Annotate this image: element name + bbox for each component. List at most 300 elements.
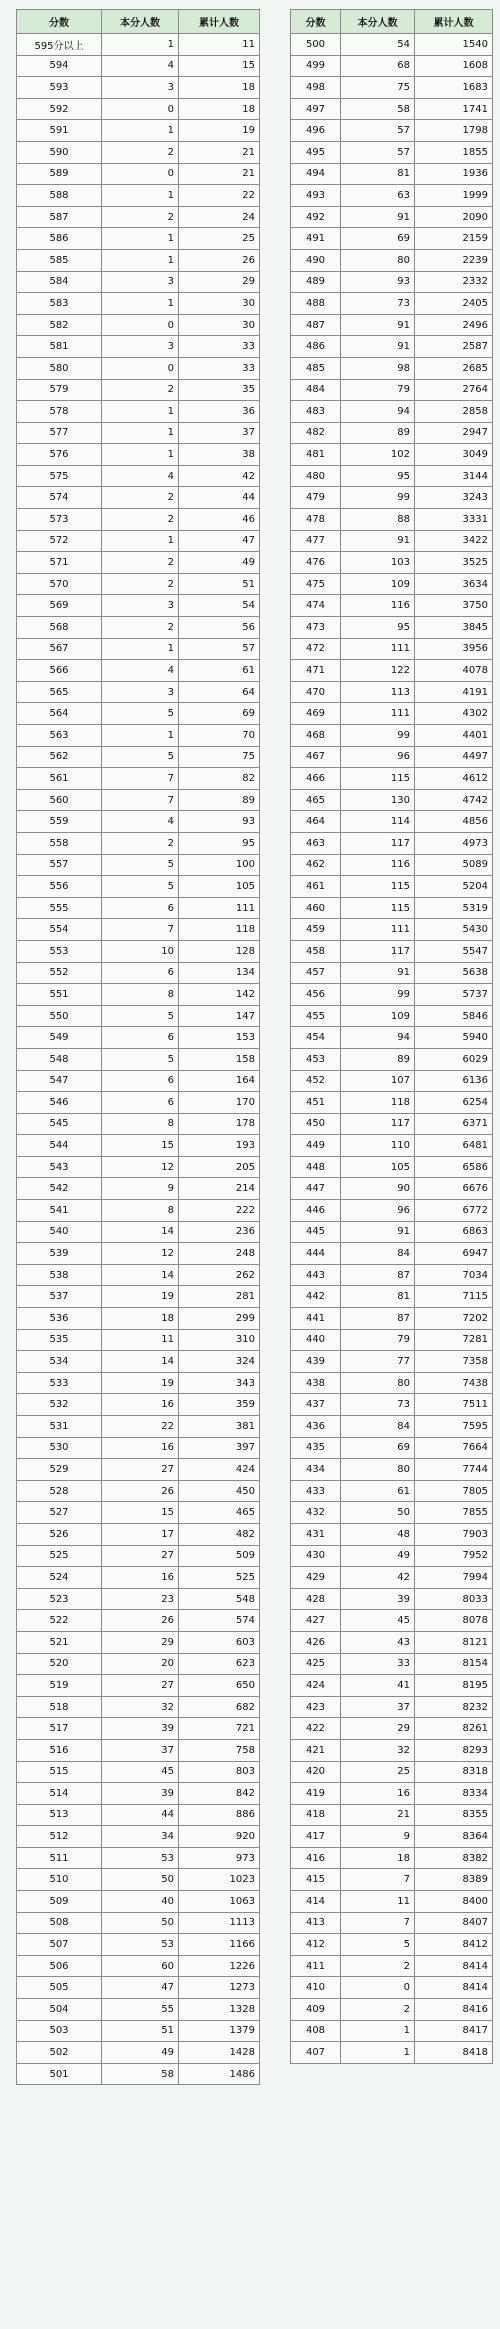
table-row (17, 1308, 260, 1330)
table-row (291, 1416, 493, 1438)
table-row (291, 919, 493, 941)
score-cell: 500 (291, 34, 341, 56)
count-cell: 102 (341, 444, 415, 466)
cumulative-cell: 56 (179, 617, 260, 639)
score-cell: 446 (291, 1200, 341, 1222)
table-row (17, 1523, 260, 1545)
score-cell: 441 (291, 1308, 341, 1330)
count-cell: 89 (341, 422, 415, 444)
score-cell: 438 (291, 1372, 341, 1394)
count-cell: 2 (102, 206, 179, 228)
cumulative-cell: 3634 (415, 573, 493, 595)
cumulative-cell: 8334 (415, 1783, 493, 1805)
count-cell: 1 (102, 725, 179, 747)
table-row (291, 1955, 493, 1977)
count-cell: 0 (102, 314, 179, 336)
count-cell: 26 (102, 1480, 179, 1502)
left-table-body (17, 34, 260, 2085)
count-cell: 34 (102, 1826, 179, 1848)
count-cell: 96 (341, 746, 415, 768)
score-cell: 478 (291, 509, 341, 531)
count-cell: 116 (341, 595, 415, 617)
table-row (291, 2042, 493, 2064)
score-cell: 584 (17, 271, 102, 293)
table-row (291, 897, 493, 919)
count-cell: 44 (102, 1804, 179, 1826)
score-cell: 487 (291, 314, 341, 336)
count-cell: 122 (341, 660, 415, 682)
cumulative-cell: 142 (179, 984, 260, 1006)
header-row (17, 10, 260, 34)
score-cell: 540 (17, 1221, 102, 1243)
score-cell: 452 (291, 1070, 341, 1092)
cumulative-cell: 8417 (415, 2020, 493, 2042)
count-cell: 8 (102, 984, 179, 1006)
score-cell: 538 (17, 1264, 102, 1286)
cumulative-cell: 6947 (415, 1243, 493, 1265)
score-cell: 463 (291, 832, 341, 854)
count-cell: 1 (102, 444, 179, 466)
table-row (291, 1286, 493, 1308)
count-cell: 42 (341, 1567, 415, 1589)
count-cell: 15 (102, 1502, 179, 1524)
table-row (17, 811, 260, 833)
table-row (17, 1264, 260, 1286)
cumulative-cell: 3956 (415, 638, 493, 660)
count-cell: 88 (341, 509, 415, 531)
table-row (291, 336, 493, 358)
count-cell: 90 (341, 1178, 415, 1200)
score-cell: 506 (17, 1955, 102, 1977)
cumulative-cell: 5638 (415, 962, 493, 984)
table-row (17, 1567, 260, 1589)
score-cell: 575 (17, 465, 102, 487)
count-cell: 6 (102, 1092, 179, 1114)
table-row (291, 271, 493, 293)
cumulative-cell: 4742 (415, 789, 493, 811)
count-cell: 69 (341, 228, 415, 250)
score-cell: 562 (17, 746, 102, 768)
table-row (291, 638, 493, 660)
cumulative-cell: 24 (179, 206, 260, 228)
cumulative-cell: 3243 (415, 487, 493, 509)
table-row (291, 1394, 493, 1416)
score-cell: 524 (17, 1567, 102, 1589)
score-cell: 555 (17, 897, 102, 919)
table-row (17, 984, 260, 1006)
count-cell: 91 (341, 1221, 415, 1243)
count-cell: 95 (341, 465, 415, 487)
cumulative-cell: 42 (179, 465, 260, 487)
score-cell: 579 (17, 379, 102, 401)
count-cell: 7 (102, 768, 179, 790)
table-row (291, 854, 493, 876)
cumulative-cell: 397 (179, 1437, 260, 1459)
table-row (291, 1588, 493, 1610)
score-cell: 450 (291, 1113, 341, 1135)
table-row (17, 1739, 260, 1761)
count-cell: 53 (102, 1847, 179, 1869)
table-row (291, 1308, 493, 1330)
table-row (17, 1480, 260, 1502)
score-cell: 526 (17, 1523, 102, 1545)
count-cell: 6 (102, 962, 179, 984)
table-row (17, 1610, 260, 1632)
score-cell: 480 (291, 465, 341, 487)
cumulative-cell: 2947 (415, 422, 493, 444)
table-row (291, 1545, 493, 1567)
count-cell: 5 (102, 876, 179, 898)
table-row (17, 725, 260, 747)
table-row (17, 336, 260, 358)
score-cell: 518 (17, 1696, 102, 1718)
score-cell: 585 (17, 249, 102, 271)
cumulative-cell: 22 (179, 185, 260, 207)
cumulative-cell: 36 (179, 401, 260, 423)
cumulative-cell: 1936 (415, 163, 493, 185)
score-cell: 423 (291, 1696, 341, 1718)
table-row (17, 789, 260, 811)
cumulative-cell: 310 (179, 1329, 260, 1351)
score-cell: 501 (17, 2063, 102, 2085)
count-cell: 3 (102, 681, 179, 703)
cumulative-cell: 721 (179, 1718, 260, 1740)
count-cell: 19 (102, 1372, 179, 1394)
cumulative-cell: 170 (179, 1092, 260, 1114)
cumulative-cell: 2587 (415, 336, 493, 358)
score-cell: 435 (291, 1437, 341, 1459)
header-score: 分数 (17, 10, 102, 34)
count-cell: 84 (341, 1243, 415, 1265)
cumulative-cell: 54 (179, 595, 260, 617)
count-cell: 109 (341, 1005, 415, 1027)
score-cell: 474 (291, 595, 341, 617)
score-cell: 486 (291, 336, 341, 358)
table-row (291, 1135, 493, 1157)
score-table-right (290, 9, 493, 2064)
cumulative-cell: 2332 (415, 271, 493, 293)
table-row (291, 141, 493, 163)
table-row (291, 1912, 493, 1934)
count-cell: 57 (341, 120, 415, 142)
table-row (291, 832, 493, 854)
count-cell: 80 (341, 1372, 415, 1394)
count-cell: 37 (341, 1696, 415, 1718)
score-cell: 417 (291, 1826, 341, 1848)
table-row (291, 1891, 493, 1913)
table-row (17, 1351, 260, 1373)
count-cell: 15 (102, 1135, 179, 1157)
cumulative-cell: 8400 (415, 1891, 493, 1913)
count-cell: 87 (341, 1308, 415, 1330)
count-cell: 1 (102, 120, 179, 142)
count-cell: 11 (102, 1329, 179, 1351)
table-row (17, 1372, 260, 1394)
score-cell: 520 (17, 1653, 102, 1675)
count-cell: 99 (341, 984, 415, 1006)
score-cell: 539 (17, 1243, 102, 1265)
cumulative-cell: 37 (179, 422, 260, 444)
cumulative-cell: 3331 (415, 509, 493, 531)
cumulative-cell: 1741 (415, 98, 493, 120)
table-row (17, 854, 260, 876)
score-cell: 471 (291, 660, 341, 682)
score-cell: 553 (17, 940, 102, 962)
count-cell: 49 (341, 1545, 415, 1567)
table-row (291, 1610, 493, 1632)
cumulative-cell: 25 (179, 228, 260, 250)
cumulative-cell: 95 (179, 832, 260, 854)
count-cell: 89 (341, 1048, 415, 1070)
score-cell: 590 (17, 141, 102, 163)
count-cell: 16 (102, 1394, 179, 1416)
score-cell: 574 (17, 487, 102, 509)
count-cell: 22 (102, 1416, 179, 1438)
score-cell: 416 (291, 1847, 341, 1869)
count-cell: 111 (341, 638, 415, 660)
table-row (291, 1027, 493, 1049)
score-cell: 531 (17, 1416, 102, 1438)
score-cell: 455 (291, 1005, 341, 1027)
count-cell: 0 (102, 357, 179, 379)
score-cell: 592 (17, 98, 102, 120)
score-cell: 578 (17, 401, 102, 423)
cumulative-cell: 5940 (415, 1027, 493, 1049)
table-row (291, 1048, 493, 1070)
count-cell: 69 (341, 1437, 415, 1459)
table-row (17, 919, 260, 941)
score-cell: 459 (291, 919, 341, 941)
table-row (291, 163, 493, 185)
table-row (17, 141, 260, 163)
count-cell: 58 (102, 2063, 179, 2085)
cumulative-cell: 2405 (415, 293, 493, 315)
count-cell: 2 (102, 617, 179, 639)
table-row (17, 34, 260, 56)
cumulative-cell: 525 (179, 1567, 260, 1589)
score-cell: 535 (17, 1329, 102, 1351)
cumulative-cell: 118 (179, 919, 260, 941)
score-cell: 477 (291, 530, 341, 552)
count-cell: 21 (341, 1804, 415, 1826)
table-row (17, 271, 260, 293)
table-row (291, 1675, 493, 1697)
cumulative-cell: 5737 (415, 984, 493, 1006)
score-cell: 577 (17, 422, 102, 444)
cumulative-cell: 44 (179, 487, 260, 509)
table-row (17, 249, 260, 271)
count-cell: 73 (341, 293, 415, 315)
score-cell: 407 (291, 2042, 341, 2064)
cumulative-cell: 8078 (415, 1610, 493, 1632)
count-cell: 39 (102, 1783, 179, 1805)
cumulative-cell: 7664 (415, 1437, 493, 1459)
cumulative-cell: 8418 (415, 2042, 493, 2064)
table-row (17, 314, 260, 336)
table-row (291, 1804, 493, 1826)
table-row (291, 206, 493, 228)
cumulative-cell: 7744 (415, 1459, 493, 1481)
cumulative-cell: 574 (179, 1610, 260, 1632)
table-row (291, 2020, 493, 2042)
count-cell: 7 (102, 789, 179, 811)
count-cell: 10 (102, 940, 179, 962)
count-cell: 19 (102, 1286, 179, 1308)
cumulative-cell: 6772 (415, 1200, 493, 1222)
cumulative-cell: 8416 (415, 1999, 493, 2021)
table-row (291, 1372, 493, 1394)
cumulative-cell: 8412 (415, 1934, 493, 1956)
score-cell: 466 (291, 768, 341, 790)
count-cell: 114 (341, 811, 415, 833)
count-cell: 79 (341, 1329, 415, 1351)
cumulative-cell: 3750 (415, 595, 493, 617)
table-row (291, 401, 493, 423)
count-cell: 1 (341, 2020, 415, 2042)
table-row (17, 940, 260, 962)
count-cell: 115 (341, 876, 415, 898)
score-cell: 496 (291, 120, 341, 142)
table-row (291, 1999, 493, 2021)
count-cell: 23 (102, 1588, 179, 1610)
table-row (291, 120, 493, 142)
score-cell: 558 (17, 832, 102, 854)
score-cell: 589 (17, 163, 102, 185)
count-cell: 11 (341, 1891, 415, 1913)
table-row (17, 1502, 260, 1524)
score-cell: 580 (17, 357, 102, 379)
table-row (17, 1070, 260, 1092)
header-row (291, 10, 493, 34)
cumulative-cell: 1063 (179, 1891, 260, 1913)
count-cell: 95 (341, 617, 415, 639)
count-cell: 18 (102, 1308, 179, 1330)
count-cell: 2 (102, 573, 179, 595)
count-cell: 58 (341, 98, 415, 120)
table-row (291, 1761, 493, 1783)
score-cell: 419 (291, 1783, 341, 1805)
table-row (17, 1545, 260, 1567)
score-cell: 454 (291, 1027, 341, 1049)
count-cell: 118 (341, 1092, 415, 1114)
table-row (291, 1739, 493, 1761)
cumulative-cell: 134 (179, 962, 260, 984)
score-cell: 473 (291, 617, 341, 639)
table-row (291, 1523, 493, 1545)
score-cell: 559 (17, 811, 102, 833)
score-cell: 591 (17, 120, 102, 142)
score-cell: 436 (291, 1416, 341, 1438)
score-cell: 409 (291, 1999, 341, 2021)
cumulative-cell: 8355 (415, 1804, 493, 1826)
count-cell: 3 (102, 336, 179, 358)
cumulative-cell: 6481 (415, 1135, 493, 1157)
count-cell: 43 (341, 1631, 415, 1653)
count-cell: 3 (102, 77, 179, 99)
table-row (291, 1718, 493, 1740)
count-cell: 9 (102, 1178, 179, 1200)
cumulative-cell: 8389 (415, 1869, 493, 1891)
table-row (17, 1156, 260, 1178)
count-cell: 96 (341, 1200, 415, 1222)
score-cell: 422 (291, 1718, 341, 1740)
score-cell: 434 (291, 1459, 341, 1481)
score-cell: 464 (291, 811, 341, 833)
cumulative-cell: 64 (179, 681, 260, 703)
cumulative-cell: 3049 (415, 444, 493, 466)
score-cell: 569 (17, 595, 102, 617)
score-cell: 573 (17, 509, 102, 531)
count-cell: 1 (102, 638, 179, 660)
count-cell: 17 (102, 1523, 179, 1545)
cumulative-cell: 61 (179, 660, 260, 682)
score-cell: 421 (291, 1739, 341, 1761)
cumulative-cell: 46 (179, 509, 260, 531)
cumulative-cell: 7115 (415, 1286, 493, 1308)
cumulative-cell: 6676 (415, 1178, 493, 1200)
cumulative-cell: 973 (179, 1847, 260, 1869)
cumulative-cell: 682 (179, 1696, 260, 1718)
table-row (291, 1631, 493, 1653)
score-cell: 530 (17, 1437, 102, 1459)
count-cell: 49 (102, 2042, 179, 2064)
count-cell: 99 (341, 487, 415, 509)
count-cell: 40 (102, 1891, 179, 1913)
score-cell: 528 (17, 1480, 102, 1502)
score-cell: 523 (17, 1588, 102, 1610)
score-cell: 542 (17, 1178, 102, 1200)
cumulative-cell: 7903 (415, 1523, 493, 1545)
cumulative-cell: 21 (179, 141, 260, 163)
score-cell: 516 (17, 1739, 102, 1761)
table-row (17, 1955, 260, 1977)
cumulative-cell: 8232 (415, 1696, 493, 1718)
table-row (17, 465, 260, 487)
score-cell: 536 (17, 1308, 102, 1330)
table-row (17, 1113, 260, 1135)
score-cell: 451 (291, 1092, 341, 1114)
right-table-body (291, 34, 493, 2064)
table-row (17, 1891, 260, 1913)
cumulative-cell: 8195 (415, 1675, 493, 1697)
cumulative-cell: 6029 (415, 1048, 493, 1070)
table-row (291, 1070, 493, 1092)
table-row (17, 487, 260, 509)
cumulative-cell: 1540 (415, 34, 493, 56)
score-cell: 458 (291, 940, 341, 962)
count-cell: 53 (102, 1934, 179, 1956)
table-row (17, 357, 260, 379)
count-cell: 29 (102, 1631, 179, 1653)
cumulative-cell: 758 (179, 1739, 260, 1761)
score-cell: 413 (291, 1912, 341, 1934)
table-row (291, 1156, 493, 1178)
cumulative-cell: 7202 (415, 1308, 493, 1330)
score-cell: 572 (17, 530, 102, 552)
count-cell: 6 (102, 1027, 179, 1049)
score-cell: 443 (291, 1264, 341, 1286)
table-row (17, 1934, 260, 1956)
count-cell: 0 (341, 1977, 415, 1999)
cumulative-cell: 248 (179, 1243, 260, 1265)
score-cell: 490 (291, 249, 341, 271)
count-cell: 3 (102, 271, 179, 293)
cumulative-cell: 8407 (415, 1912, 493, 1934)
cumulative-cell: 4497 (415, 746, 493, 768)
table-row (17, 1459, 260, 1481)
cumulative-cell: 4078 (415, 660, 493, 682)
header-score: 分数 (291, 10, 341, 34)
